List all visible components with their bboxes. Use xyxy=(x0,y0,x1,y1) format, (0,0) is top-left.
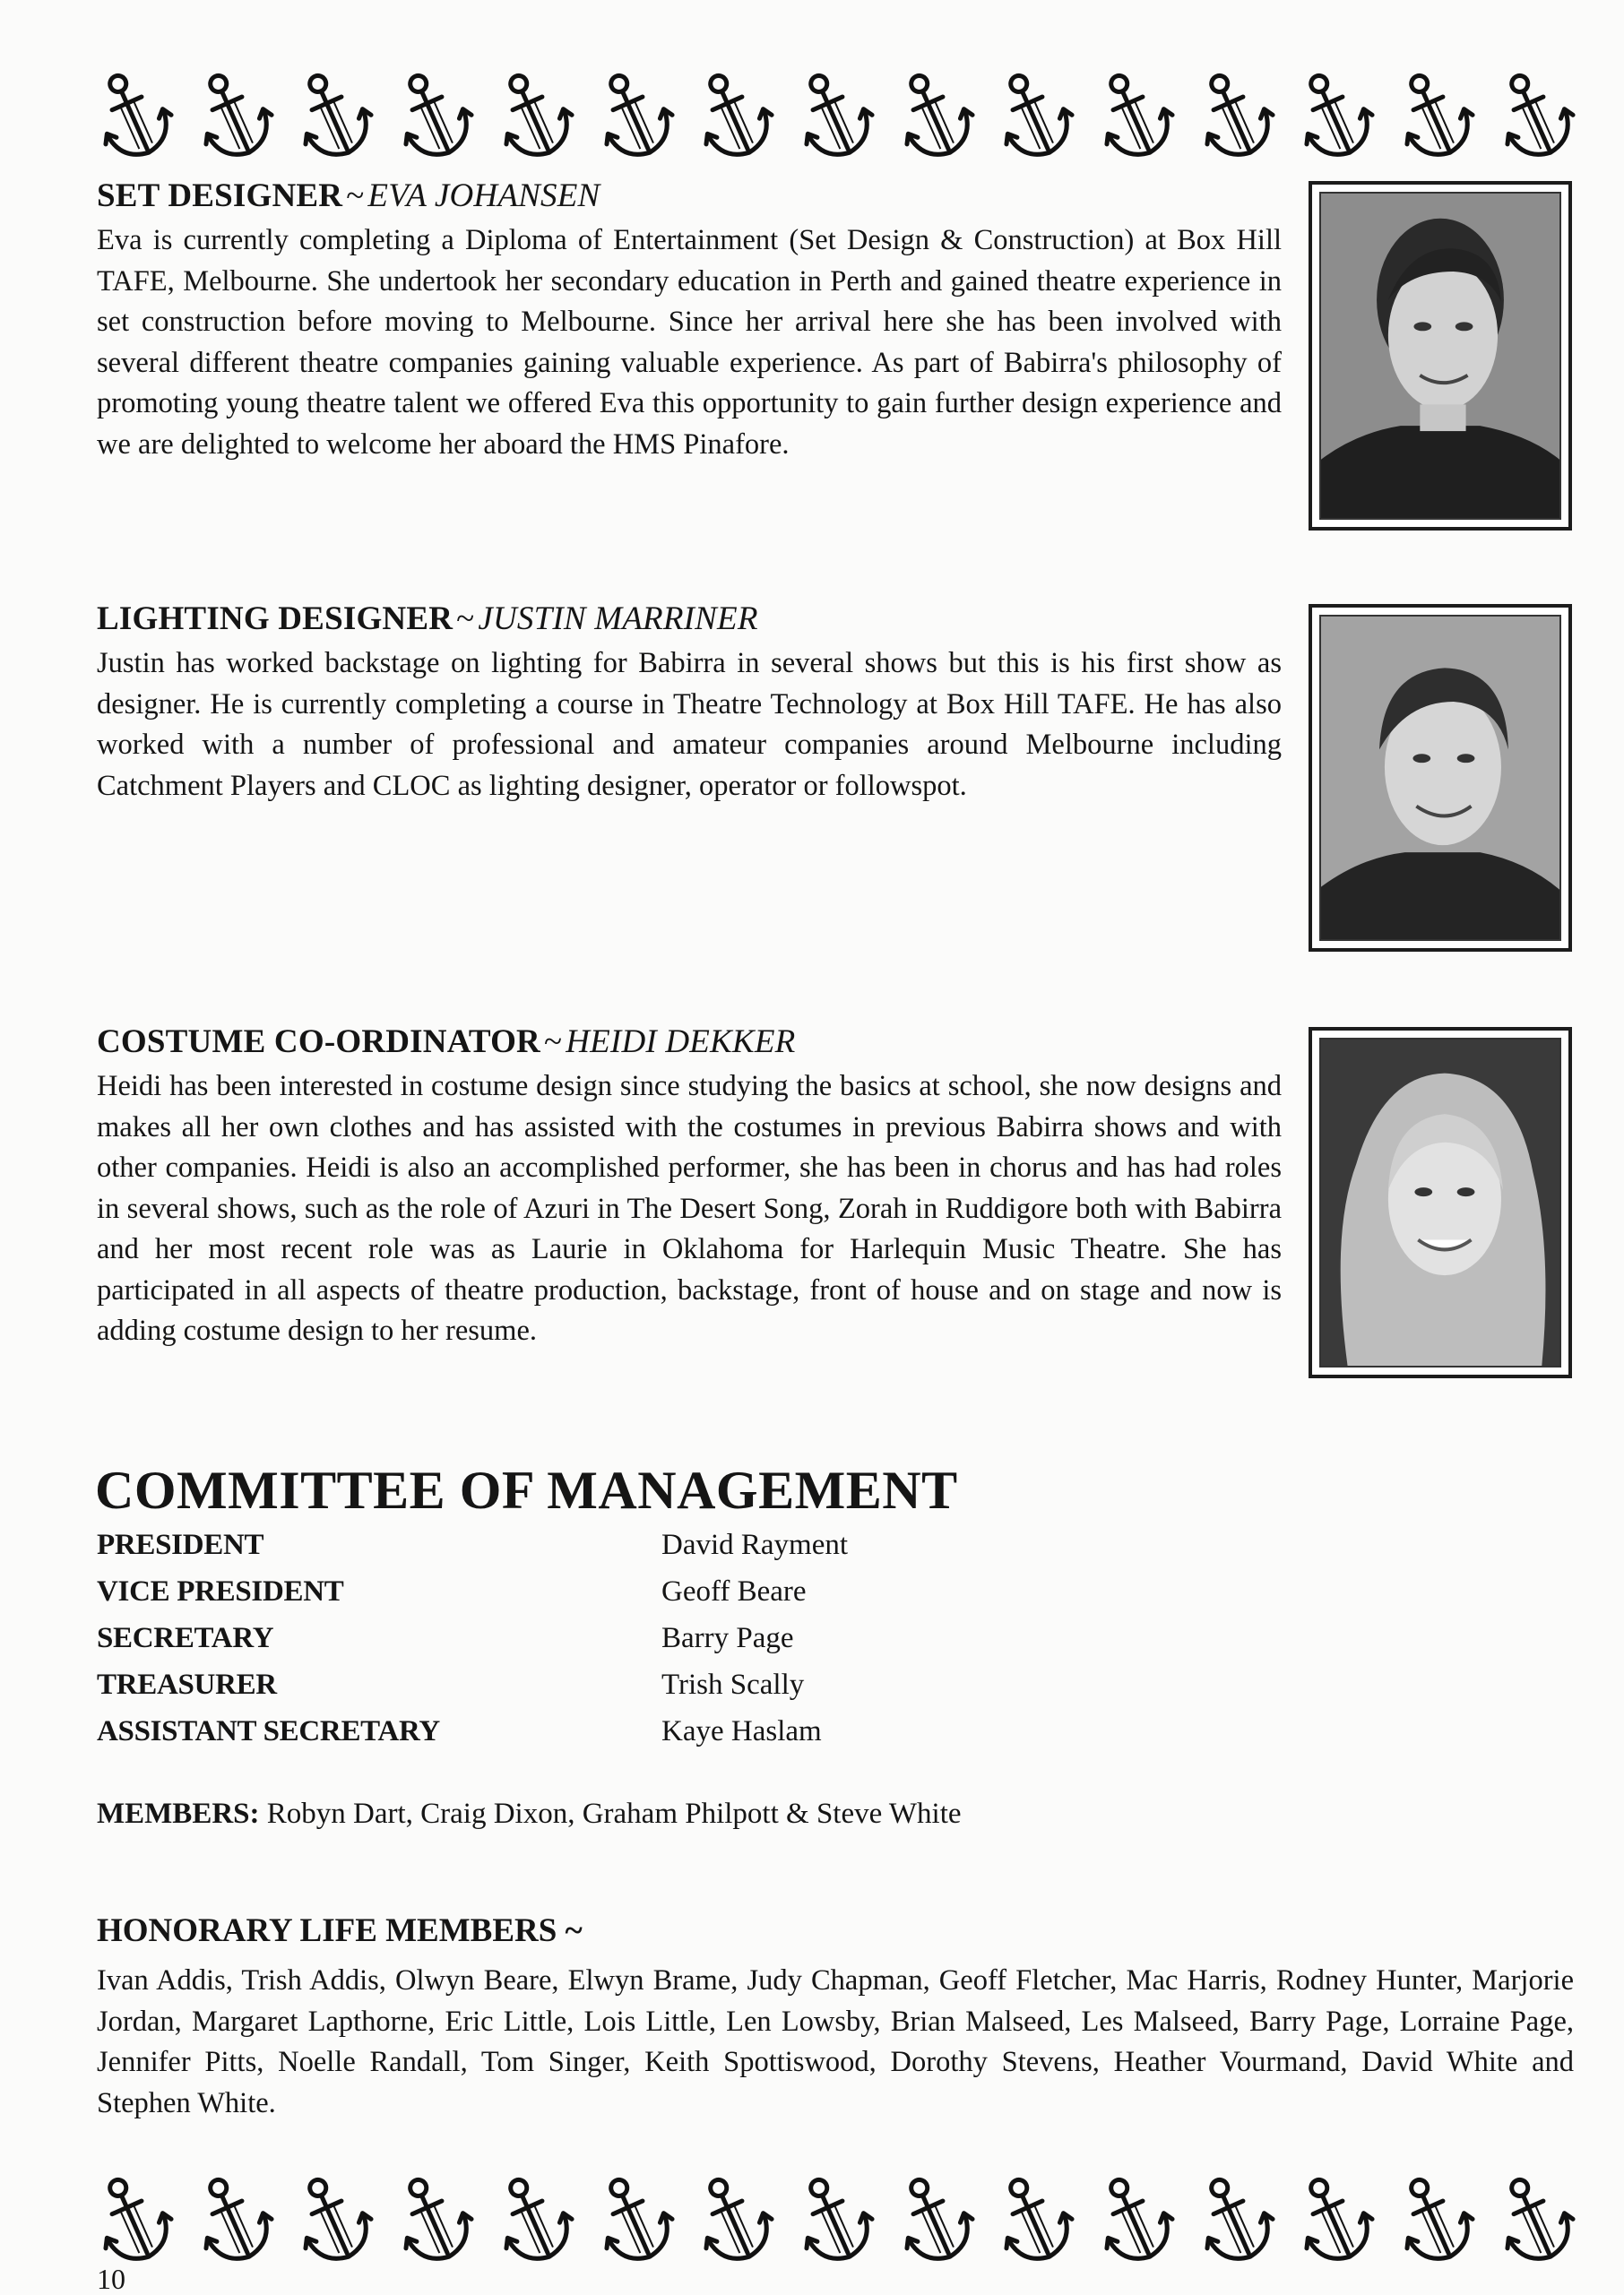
anchor-icon xyxy=(490,66,576,167)
anchor-icon xyxy=(90,2170,176,2271)
anchor-icon xyxy=(190,66,276,167)
anchor-icon xyxy=(690,2170,776,2271)
committee-name: Trish Scally xyxy=(661,1668,805,1701)
committee-name: David Rayment xyxy=(661,1528,849,1561)
page-number: 10 xyxy=(97,2263,125,2295)
committee-members xyxy=(97,1794,962,1833)
anchor-icon xyxy=(1491,66,1577,167)
anchor-icon xyxy=(1491,2170,1577,2271)
committee-role: PRESIDENT xyxy=(97,1528,264,1561)
members-list: Robyn Dart, Craig Dixon, Graham Philpott & Steve White xyxy=(266,1798,962,1830)
bio-name: JUSTIN MARRINER xyxy=(478,600,758,637)
committee-row xyxy=(97,1661,993,1708)
anchor-icon xyxy=(190,2170,276,2271)
committee-title: COMMITTEE OF MANAGEMENT xyxy=(95,1461,958,1520)
bio-costume-coordinator xyxy=(97,1022,1282,1352)
committee-role: VICE PRESIDENT xyxy=(97,1575,344,1608)
bio-set-designer xyxy=(97,176,1282,465)
top-anchor-border xyxy=(90,63,1577,170)
bio-heading xyxy=(97,599,1282,640)
anchor-icon xyxy=(289,66,376,167)
bio-separator: ~ xyxy=(346,177,365,214)
bio-text: Heidi has been interested in costume design since studying the basics at school, she now designs and makes all her own clothes and has assisted with the costumes in previous Babirra shows and with other companies. Heidi is also an accomplished performer, she has been in chorus and has had roles in several shows, such as the role of Azuri in The Desert Song, Zorah in Ruddigore both with Babirra and her most recent role was as Laurie in Oklahoma for Harlequin Music Theatre. She has participated in all aspects of theatre production, backstage, front of house and on stage and now is adding costume design to her resume. xyxy=(97,1070,1282,1347)
members-label: MEMBERS: xyxy=(97,1798,260,1830)
anchor-icon xyxy=(1091,66,1177,167)
committee-role: TREASURER xyxy=(97,1668,277,1701)
bio-text: Eva is currently completing a Diploma of Entertainment (Set Design & Construction) at Box Hill TAFE, Melbourne. She undertook her secondary education in Perth and gained theatre experience in set construction before moving to Melbourne. Since her arrival here she has been involved with several different theatre companies gaining valuable experience. As part of Babirra's philosophy of promoting young theatre talent we offered Eva this opportunity to gain further design experience and we are delighted to welcome her aboard the HMS Pinafore. xyxy=(97,224,1282,461)
anchor-icon xyxy=(1191,2170,1277,2271)
portrait-photo-justin-marriner xyxy=(1309,604,1572,952)
portrait-photo-heidi-dekker xyxy=(1309,1027,1572,1378)
anchor-icon xyxy=(1391,2170,1477,2271)
bio-heading xyxy=(97,1022,1282,1063)
committee-role: ASSISTANT SECRETARY xyxy=(97,1714,440,1747)
honorary-life-members xyxy=(97,1911,1574,2124)
anchor-icon xyxy=(1391,66,1477,167)
anchor-icon xyxy=(490,2170,576,2271)
anchor-icon xyxy=(390,2170,476,2271)
committee-row xyxy=(97,1615,993,1661)
honorary-list: Ivan Addis, Trish Addis, Olwyn Beare, Elwyn Brame, Judy Chapman, Geoff Fletcher, Mac Harris, Rodney Hunter, Marjorie Jordan, Margaret Lapthorne, Eric Little, Lois Little, Len Lowsby, Brian Malseed, Les Malseed, Barry Page, Lorraine Page, Jennifer Pitts, Noelle Randall, Tom Singer, Keith Spottiswood, Dorothy Stevens, Heather Vourmand, David White and Stephen White. xyxy=(97,1964,1574,2119)
portrait-image xyxy=(1321,1040,1559,1366)
committee-name: Kaye Haslam xyxy=(661,1714,822,1747)
bottom-anchor-border xyxy=(90,2167,1577,2274)
bio-heading xyxy=(97,176,1282,217)
bio-name: HEIDI DEKKER xyxy=(566,1023,796,1060)
committee-row xyxy=(97,1568,993,1615)
anchor-icon xyxy=(390,66,476,167)
anchor-icon xyxy=(990,2170,1076,2271)
anchor-icon xyxy=(1291,66,1377,167)
honorary-title: HONORARY LIFE MEMBERS ~ xyxy=(97,1912,583,1949)
anchor-icon xyxy=(891,66,977,167)
bio-text: Justin has worked backstage on lighting for Babirra in several shows but this is his first show as designer. He is currently completing a course in Theatre Technology at Box Hill TAFE. He has also worked with a number of professional and amateur companies around Melbourne including Catchment Players and CLOC as lighting designer, operator or followspot. xyxy=(97,647,1282,802)
anchor-icon xyxy=(891,2170,977,2271)
anchor-icon xyxy=(1291,2170,1377,2271)
committee-table xyxy=(97,1522,993,1755)
portrait-photo-eva-johansen xyxy=(1309,181,1572,531)
anchor-icon xyxy=(591,66,677,167)
committee-name: Geoff Beare xyxy=(661,1575,807,1608)
committee-role: SECRETARY xyxy=(97,1621,274,1654)
bio-separator: ~ xyxy=(456,600,475,637)
portrait-image xyxy=(1321,617,1559,939)
anchor-icon xyxy=(990,66,1076,167)
bio-role: COSTUME CO-ORDINATOR xyxy=(97,1023,540,1060)
portrait-image xyxy=(1321,194,1559,518)
bio-separator: ~ xyxy=(543,1023,563,1060)
anchor-icon xyxy=(1091,2170,1177,2271)
bio-lighting-designer xyxy=(97,599,1282,807)
bio-role: LIGHTING DESIGNER xyxy=(97,600,454,637)
committee-row xyxy=(97,1708,993,1755)
committee-name: Barry Page xyxy=(661,1621,794,1654)
anchor-icon xyxy=(690,66,776,167)
bio-name: EVA JOHANSEN xyxy=(367,177,600,214)
anchor-icon xyxy=(1191,66,1277,167)
anchor-icon xyxy=(90,66,176,167)
anchor-icon xyxy=(790,2170,877,2271)
anchor-icon xyxy=(790,66,877,167)
anchor-icon xyxy=(591,2170,677,2271)
anchor-icon xyxy=(289,2170,376,2271)
committee-row xyxy=(97,1522,993,1568)
bio-role: SET DESIGNER xyxy=(97,177,343,214)
